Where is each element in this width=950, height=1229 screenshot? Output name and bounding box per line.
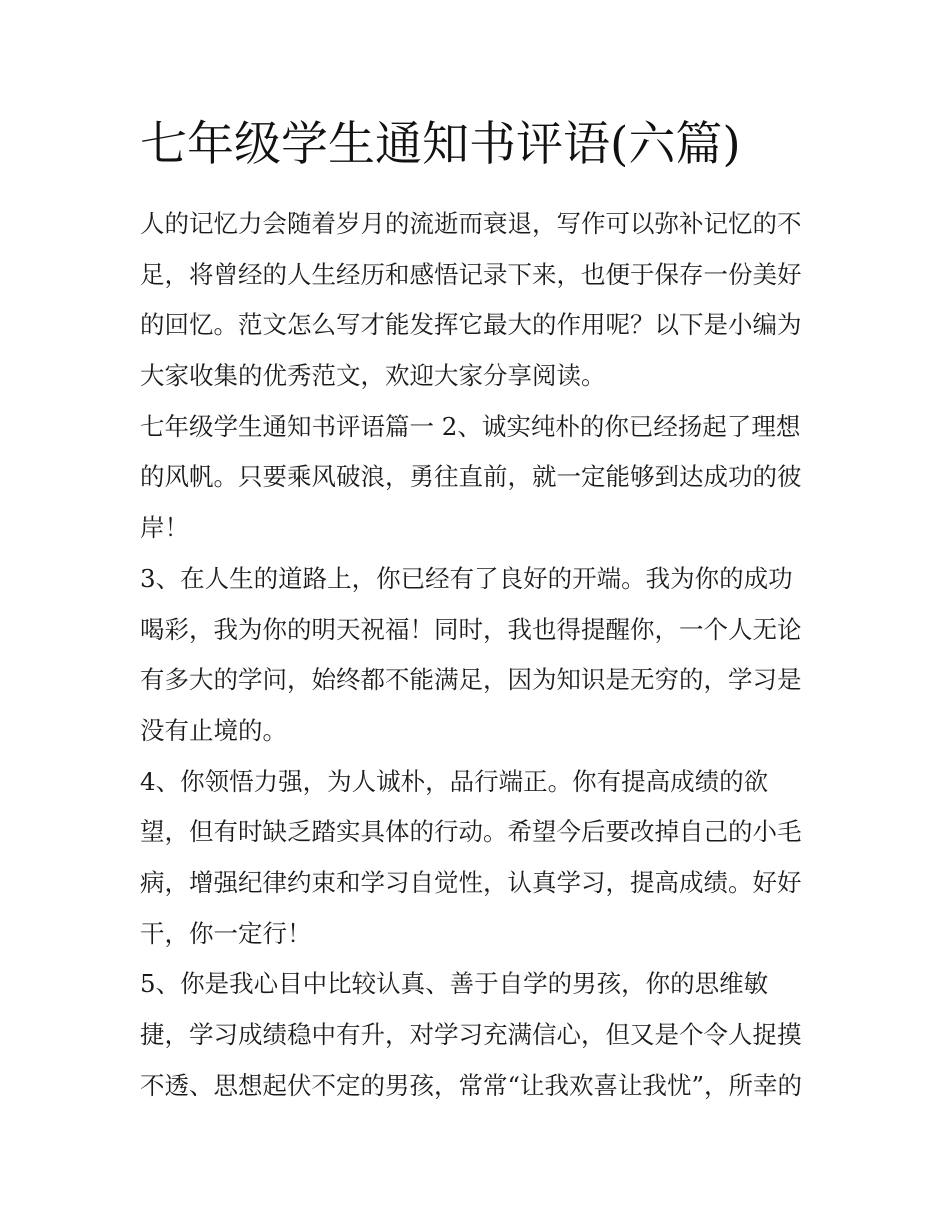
- text-line: 3、在人生的道路上，你已经有了良好的开端。我为你的成功: [140, 563, 793, 593]
- paragraph-comment-5: [140, 959, 812, 1111]
- text-line: 4、你领悟力强，为人诚朴，品行端正。你有提高成绩的欲: [140, 766, 769, 796]
- text-line: 望，但有时缺乏踏实具体的行动。希望今后要改掉自己的小毛: [140, 817, 802, 847]
- text-line: 岸！: [140, 513, 189, 543]
- paragraph-comment-3: [140, 554, 812, 757]
- text-line: 七年级学生通知书评语篇一 2、诚实纯朴的你已经扬起了理想: [140, 411, 801, 441]
- paragraph-intro: [140, 199, 812, 402]
- text-line: 不透、思想起伏不定的男孩，常常“让我欢喜让我忧”，所幸的: [140, 1070, 803, 1100]
- document-body: [140, 199, 812, 1111]
- text-line: 喝彩，我为你的明天祝福！同时，我也得提醒你，一个人无论: [140, 614, 802, 644]
- text-line: 没有止境的。: [140, 715, 287, 745]
- document-title: 七年级学生通知书评语(六篇): [140, 117, 741, 172]
- text-line: 有多大的学问，始终都不能满足，因为知识是无穷的，学习是: [140, 665, 802, 695]
- text-line: 的风帆。只要乘风破浪，勇往直前，就一定能够到达成功的彼: [140, 462, 802, 492]
- text-line: 人的记忆力会随着岁月的流逝而衰退，写作可以弥补记忆的不: [140, 209, 802, 238]
- text-line: 捷，学习成绩稳中有升，对学习充满信心，但又是个令人捉摸: [140, 1020, 802, 1049]
- paragraph-comment-4: [140, 757, 812, 960]
- paragraph-comment-2: [140, 402, 812, 554]
- text-line: 的回忆。范文怎么写才能发挥它最大的作用呢？以下是小编为: [140, 310, 802, 340]
- text-line: 足，将曾经的人生经历和感悟记录下来，也便于保存一份美好: [140, 259, 802, 289]
- text-line: 病，增强纪律约束和学习自觉性，认真学习，提高成绩。好好: [140, 867, 802, 897]
- text-line: 干，你一定行！: [140, 918, 312, 948]
- text-line: 大家收集的优秀范文，欢迎大家分享阅读。: [140, 361, 606, 391]
- text-line: 5、你是我心目中比较认真、善于自学的男孩，你的思维敏: [140, 969, 769, 999]
